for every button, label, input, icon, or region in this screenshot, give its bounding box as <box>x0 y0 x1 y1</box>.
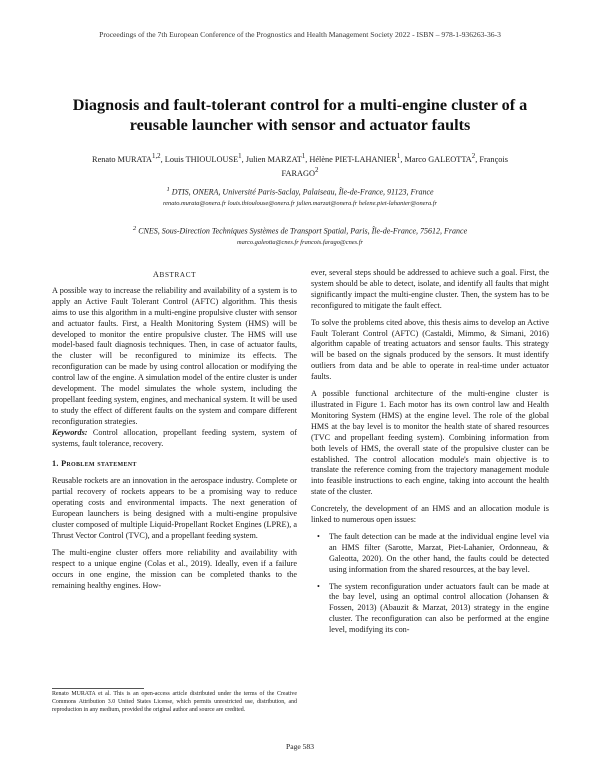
abstract-heading-initial: A <box>152 270 160 279</box>
paragraph: ever, several steps should be addressed to achieve such a goal. First, the system should be able to detect, isolate, and identify all faults that might significantly impact the multi-engine cluster. Then, the system has to be reconfigured to mitigate the fault effect. <box>311 268 549 310</box>
author-sup: 1 <box>238 153 242 160</box>
right-column <box>311 268 549 642</box>
paragraph: The multi-engine cluster offers more reliability and availability with respect to a unique engine (Colas et al., 2019). Ideally, even if a failure occurs in one engine, the mission can be completed thanks to the remaining healthy engines. How- <box>52 547 297 590</box>
keywords-text: Control allocation, propellant feeding system, system of systems, fault tolerance, recovery. <box>52 427 297 448</box>
author-text: , François <box>475 154 508 164</box>
affiliation-text: DTIS, ONERA, Université Paris-Saclay, Palaiseau, Île-de-France, 91123, France <box>169 187 434 197</box>
paragraph: Concretely, the development of an HMS and an allocation module is linked to numerous open issues: <box>311 504 549 525</box>
list-item: • The fault detection can be made at the individual engine level via an HMS filter (Sarotte, Marzat, Piet-Lahanier, Ordonneau, & Galeotta, 2020). On the other hand, the faults could be detected using information from the shared resources, at the bay level. <box>317 532 549 576</box>
author-text: , Marco GALEOTTA <box>400 154 472 164</box>
author-sup: 1 <box>301 153 306 160</box>
author-sup: 1 <box>396 153 401 160</box>
author-text: FARAGO <box>281 168 316 178</box>
affiliation-emails: renato.murata@onera.fr louis.thioulouse@onera.fr julien.marzat@onera.fr helene.piet-lahanier@onera.fr <box>162 199 438 207</box>
abstract-heading-rest: BSTRACT <box>159 271 197 279</box>
affiliation-emails: marco.galeotta@cnes.fr francois.farago@cnes.fr <box>236 238 363 246</box>
keywords-label: Keywords: <box>52 427 88 437</box>
abstract-text: A possible way to increase the reliability and availability of a system is to apply an Active Fault Tolerant Control (AFTC) algorithm. This thesis aims to use this algorithm in a multi-engine propulsive cluster with sensor and actuator faults. First, a Health Monitoring System (HMS) will be developed to monitor the entire propulsive cluster. The HMS will use model-based fault diagnosis techniques. Then, in case of actuator faults, the cluster will be reconfigured to minimize its effects. The reconfiguration can be made by using control allocation or modifying the control law of the engine. A simulation model of the entire cluster is under development. The model simulates the whole system, including the propellant feeding system, engines, and mechanical system. It will be used to study the effect of different faults on the system and compare different reconfiguration strategies. <box>52 285 297 426</box>
author-text: Renato MURATA <box>92 154 152 164</box>
section-heading: 1. Problem statement <box>52 458 137 468</box>
paragraph: To solve the problems cited above, this thesis aims to develop an Active Fault Tolerant Control (AFTC) (Castaldi, Mimmo, & Simani, 2016) algorithm capable of treating actuators and sensor faults. This strategy will be based on the signals produced by the sensors. It must identify outliers from data and be able to operate in real-time under actuator faults. <box>311 317 549 382</box>
affiliation-text: CNES, Sous-Direction Techniques Systèmes de Transport Spatial, Paris, Île-de-France, 75612, France <box>136 226 468 236</box>
affiliation-2 <box>60 223 540 248</box>
paragraph: Reusable rockets are an innovation in the aerospace industry. Complete or partial recovery of rockets appears to be a promising way to reduce operating costs and environmental impacts. The next generation of European launchers is being designed with a multi-engine propulsive cluster composed of multiple Liquid-Propellant Rocket Engines (LPRE), a Thrust Vector Control (TVC), and a propellant feeding system. <box>52 476 297 540</box>
footnote-divider <box>52 688 144 689</box>
page-number: Page 583 <box>285 742 315 751</box>
affiliation-number: 2 <box>132 225 137 232</box>
keywords <box>52 428 297 450</box>
license-footnote: Renato MURATA et al. This is an open-access article distributed under the terms of the Creative Commons Attribution 3.0 United States License, which permits unrestricted use, distribution, and reproduction in any medium, provided the original author and source are credited. <box>52 691 297 713</box>
author-list <box>60 151 540 179</box>
issue-list <box>317 532 549 636</box>
author-sup: 1,2 <box>152 153 161 160</box>
list-item: • The system reconfiguration under actuators fault can be made at the bay level, using an optimal control allocation (Johansen & Fossen, 2013) (Abauzit & Marzat, 2013) strategy in the engine cluster. The reconfiguration can also be performed at the engine level, modifying its con- <box>317 582 549 637</box>
abstract-heading <box>52 270 297 281</box>
running-header: Proceedings of the 7th European Conference of the Prognostics and Health Management Society 2022 - ISBN – 978-1-936263-36-3 <box>99 30 501 39</box>
author-sup: 2 <box>471 153 476 160</box>
author-sup: 2 <box>315 166 319 174</box>
left-column <box>52 270 297 597</box>
author-text: , Julien MARZAT <box>241 154 302 164</box>
paper-title: Diagnosis and fault-tolerant control for a multi-engine cluster of a reusable launcher with sensor and actuator faults <box>72 96 528 134</box>
affiliation-number: 1 <box>166 186 170 193</box>
author-text: , Hélène PIET-LAHANIER <box>305 154 397 164</box>
affiliation-1 <box>60 184 540 209</box>
author-text: , Louis THIOULOUSE <box>160 154 239 164</box>
paragraph: A possible functional architecture of the multi-engine cluster is illustrated in Figure 1. Each motor has its own control law and Health Monitoring System (HMS) at the engine level. The role of the global HMS at the bay level is to monitor the health state of shared resources (TVC and propellant feeding system). Combining information from both levels of HMS, the overall state of the propulsive cluster can be established. The control allocation module's main objective is to translate the reference coming from the trajectory management module into feasible instructions to each engine, taking into account the health state of the cluster. <box>311 389 549 497</box>
